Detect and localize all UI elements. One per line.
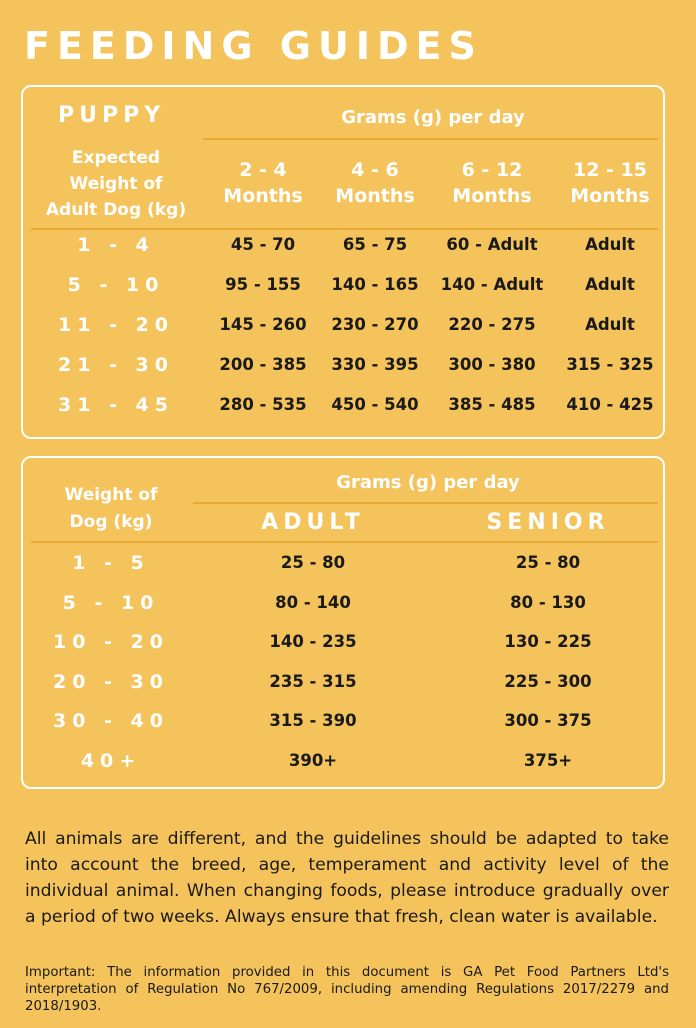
puppy-weight-cell: 1 - 4 — [77, 234, 155, 256]
page-title: FEEDING GUIDES — [24, 24, 483, 68]
adult-weight-cell: 5 - 10 — [62, 591, 160, 614]
adult-grams-header: Grams (g) per day — [336, 472, 520, 493]
senior-grams-cell: 80 - 130 — [510, 592, 586, 612]
puppy-grams-cell: 280 - 535 — [219, 395, 307, 414]
column-header-line: 2 - 4 — [239, 159, 287, 181]
senior-grams-cell: 130 - 225 — [504, 632, 592, 651]
puppy-grams-cell: 95 - 155 — [225, 275, 301, 294]
adult-grams-cell: 25 - 80 — [280, 553, 346, 572]
puppy-weight-cell: 11 - 20 — [58, 314, 174, 336]
puppy-grams-cell: 220 - 275 — [448, 315, 536, 334]
puppy-header-divider — [203, 138, 658, 140]
adult-body-divider — [31, 541, 658, 543]
adult-senior-table-panel — [21, 456, 665, 789]
adult-grams-cell: 235 - 315 — [269, 671, 357, 691]
adult-weight-cell: 20 - 30 — [53, 670, 169, 693]
column-header-line: 12 - 15 — [573, 159, 647, 181]
column-header-line: 6 - 12 — [461, 159, 523, 181]
puppy-grams-cell: 410 - 425 — [566, 395, 654, 414]
column-header-line: Months — [223, 185, 303, 207]
puppy-grams-cell: 140 - 165 — [331, 275, 419, 294]
puppy-age-column-header — [550, 157, 670, 209]
puppy-grams-cell: Adult — [585, 235, 635, 254]
adult-grams-cell: 80 - 140 — [275, 592, 351, 612]
puppy-age-column-header — [203, 157, 323, 209]
guidance-paragraph: All animals are different, and the guidelines should be adapted to take into account the breed, age, temperament and activity level of the individual animal. When changing foods, please introduce gradually over a period of two weeks. Always ensure that fresh, clean water is available. — [25, 829, 669, 927]
adult-column-header: ADULT — [261, 510, 365, 535]
column-header-line: Months — [335, 185, 415, 207]
puppy-grams-cell: Adult — [585, 275, 635, 294]
puppy-heading: PUPPY — [58, 103, 166, 128]
puppy-grams-cell: 450 - 540 — [331, 395, 419, 414]
puppy-grams-cell: 200 - 385 — [219, 355, 307, 374]
column-header-line: Months — [570, 185, 650, 207]
puppy-grams-cell: 315 - 325 — [566, 355, 654, 374]
senior-column-header: SENIOR — [486, 510, 610, 535]
adult-grams-cell: 140 - 235 — [269, 632, 357, 651]
adult-weight-cell: 10 - 20 — [53, 631, 169, 653]
puppy-grams-cell: 385 - 485 — [448, 395, 536, 414]
weight-header-line: Adult Dog (kg) — [45, 200, 187, 220]
puppy-weight-cell: 5 - 10 — [67, 274, 165, 296]
puppy-grams-header: Grams (g) per day — [341, 107, 525, 128]
puppy-grams-cell: 230 - 270 — [331, 315, 419, 334]
puppy-table-panel — [21, 85, 665, 439]
weight-header-line: Dog (kg) — [69, 512, 153, 532]
puppy-weight-cell: 21 - 30 — [58, 354, 174, 376]
weight-header-line: Weight of — [69, 174, 163, 194]
puppy-grams-cell: 140 - Adult — [440, 275, 544, 294]
puppy-grams-cell: 145 - 260 — [219, 315, 307, 334]
puppy-weight-header — [31, 145, 201, 223]
puppy-age-column-header — [432, 157, 552, 209]
puppy-body-divider — [31, 228, 658, 230]
column-header-line: 4 - 6 — [351, 159, 399, 181]
adult-weight-cell: 30 - 40 — [53, 710, 169, 732]
senior-grams-cell: 25 - 80 — [515, 553, 581, 572]
adult-grams-cell: 390+ — [288, 750, 338, 770]
adult-grams-cell: 315 - 390 — [269, 711, 357, 730]
puppy-grams-cell: 330 - 395 — [331, 355, 419, 374]
adult-weight-header — [31, 482, 191, 536]
senior-grams-cell: 225 - 300 — [504, 671, 592, 691]
adult-weight-cell: 1 - 5 — [72, 552, 150, 574]
puppy-weight-cell: 31 - 45 — [58, 394, 174, 416]
adult-header-divider — [193, 502, 658, 504]
important-note: Important: The information provided in this document is GA Pet Food Partners Ltd's interpretation of Regulation No 767/2009, including amending Regulations 2017/2279 and 2018/1903. — [25, 965, 669, 1014]
puppy-grams-cell: 300 - 380 — [448, 355, 536, 374]
puppy-grams-cell: Adult — [585, 315, 635, 334]
weight-header-line: Expected — [71, 148, 161, 168]
adult-weight-cell: 40+ — [80, 749, 142, 772]
column-header-line: Months — [452, 185, 532, 207]
puppy-grams-cell: 45 - 70 — [230, 235, 296, 254]
weight-header-line: Weight of — [64, 485, 158, 505]
senior-grams-cell: 300 - 375 — [504, 711, 592, 730]
puppy-grams-cell: 60 - Adult — [446, 235, 538, 254]
puppy-age-column-header — [315, 157, 435, 209]
puppy-grams-cell: 65 - 75 — [342, 235, 408, 254]
senior-grams-cell: 375+ — [523, 750, 573, 770]
